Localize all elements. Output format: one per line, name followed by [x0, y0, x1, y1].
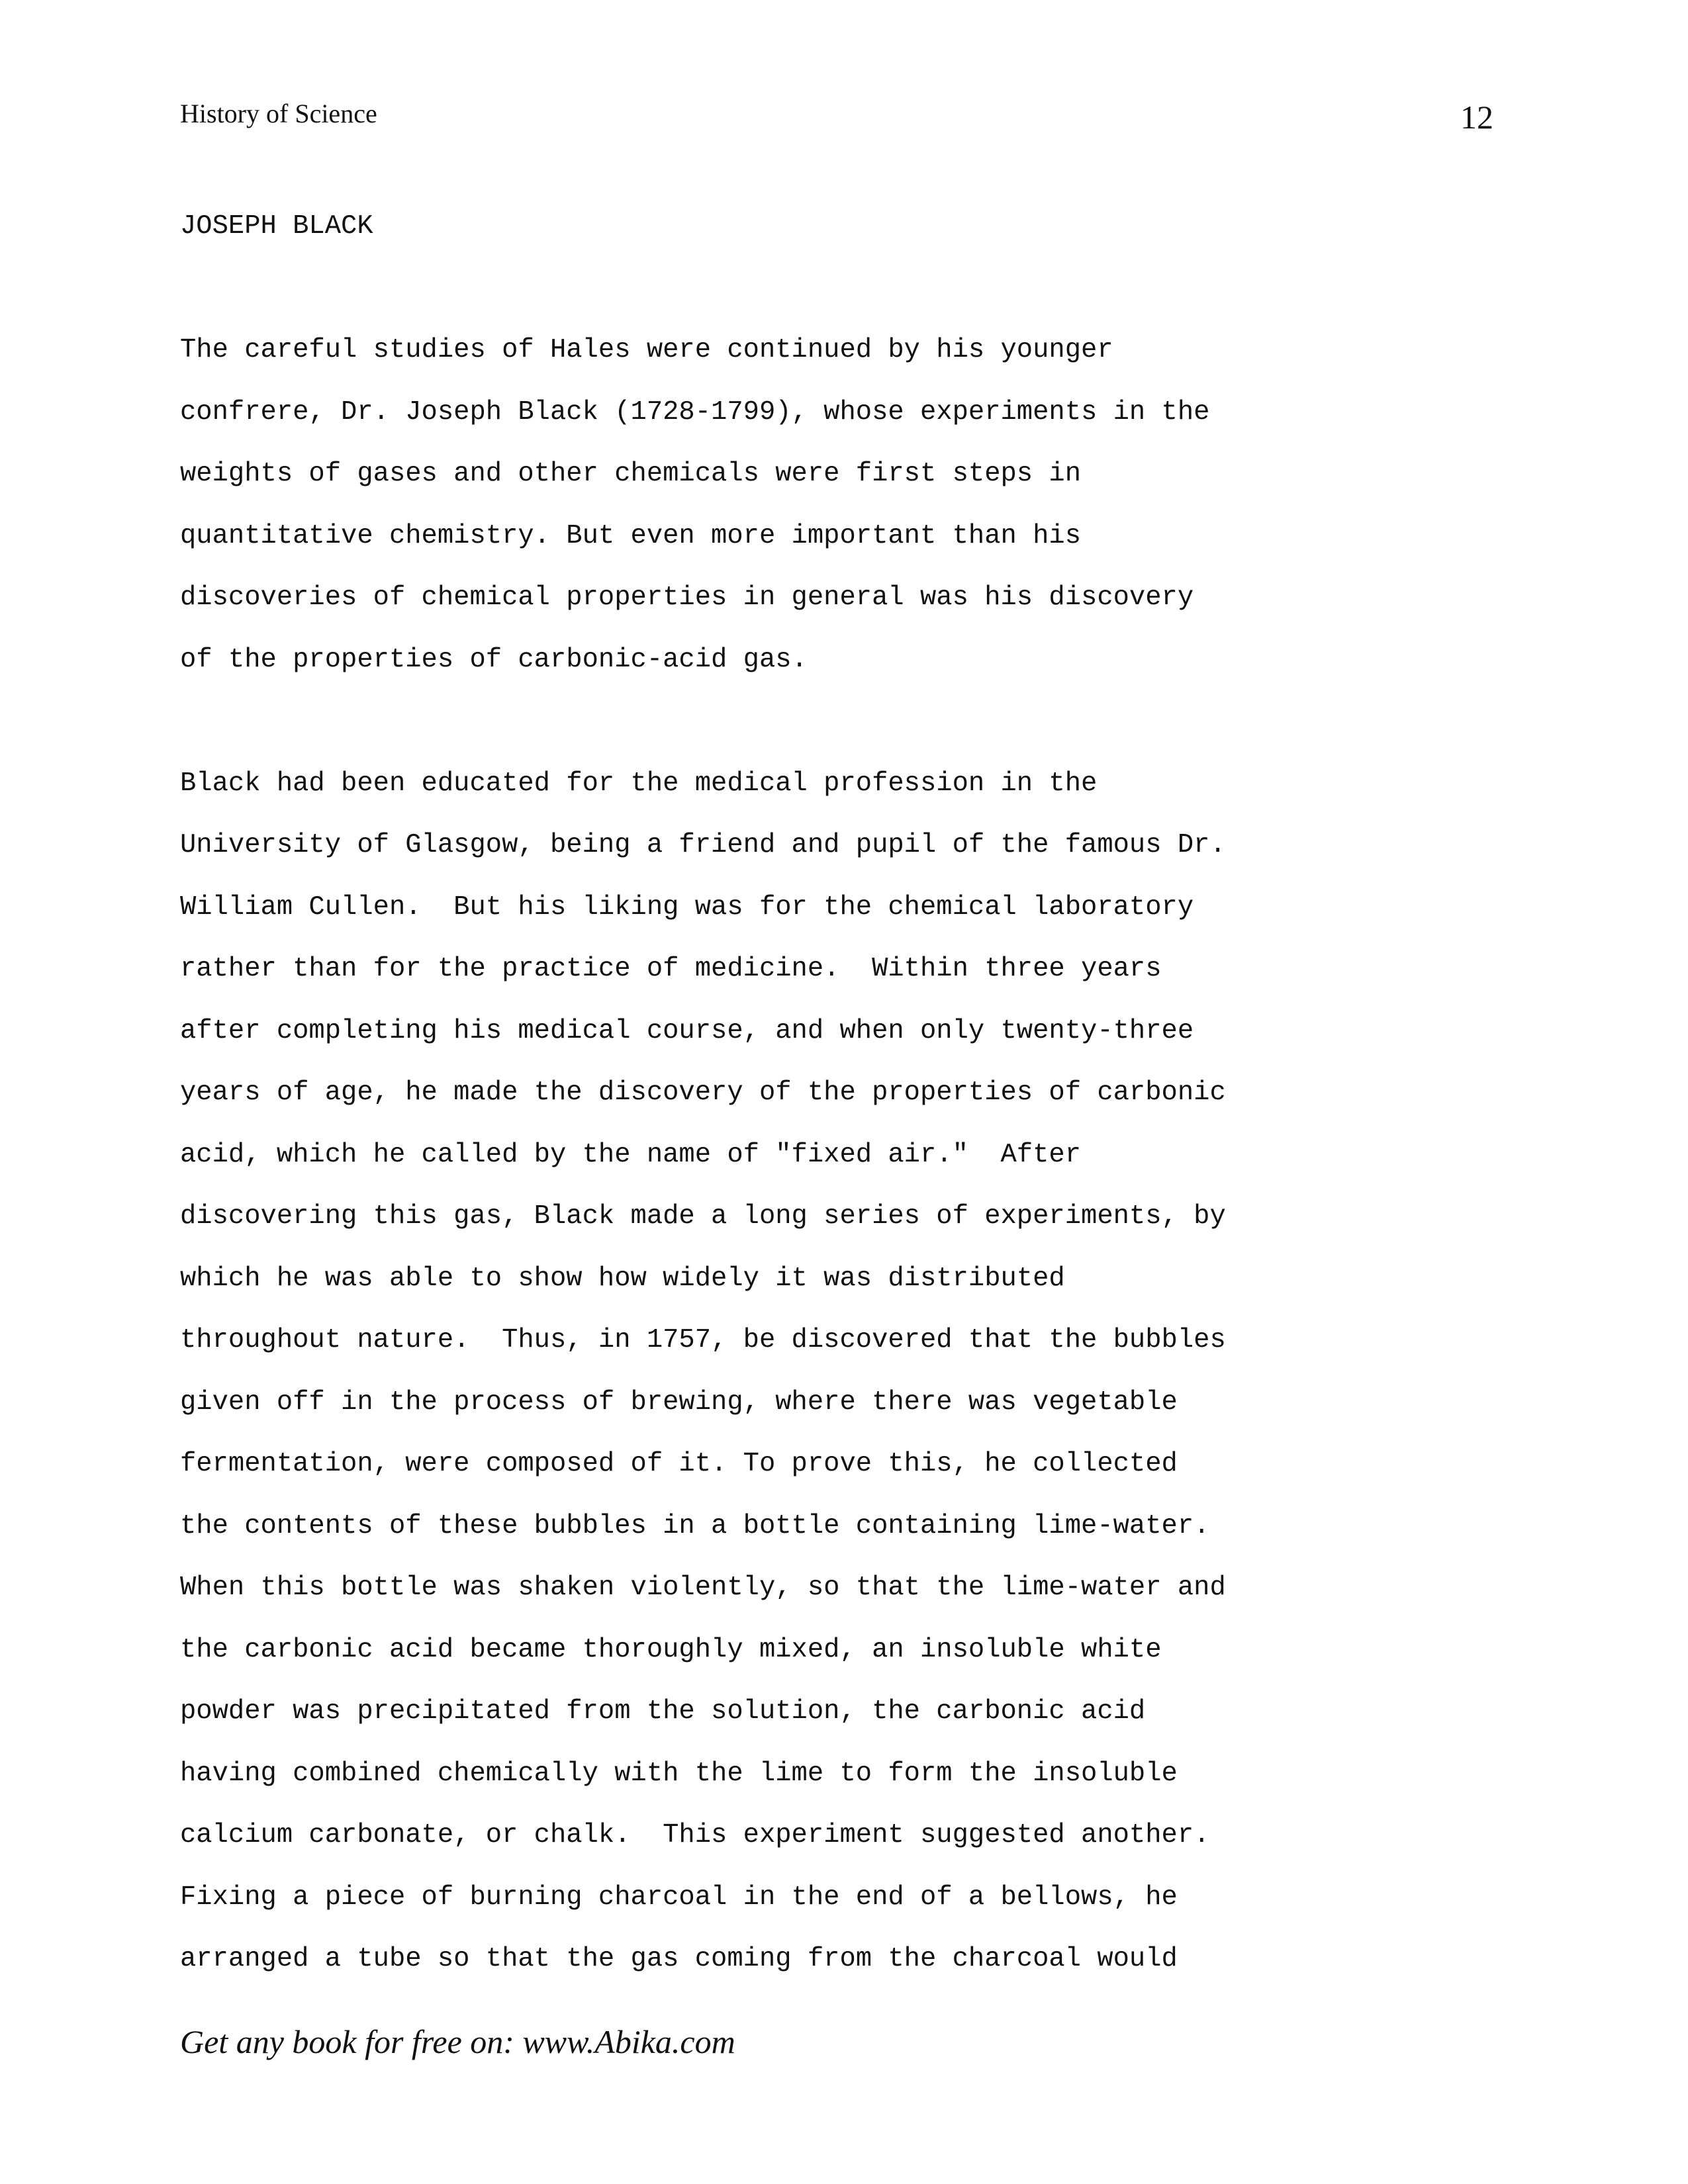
text-line: calcium carbonate, or chalk. This experiment suggested another.	[180, 1820, 1210, 1850]
chapter-title: JOSEPH BLACK	[180, 211, 373, 242]
text-line: When this bottle was shaken violently, so that the lime-water and	[180, 1572, 1226, 1603]
text-line: University of Glasgow, being a friend and pupil of the famous Dr.	[180, 830, 1226, 860]
text-line: the contents of these bubbles in a bottle containing lime-water.	[180, 1510, 1210, 1541]
text-line: acid, which he called by the name of "fixed air." After	[180, 1139, 1082, 1170]
body-text	[180, 196, 1537, 1991]
page-number: 12	[1460, 99, 1493, 136]
text-line: given off in the process of brewing, where there was vegetable	[180, 1387, 1178, 1418]
text-line: which he was able to show how widely it was distributed	[180, 1263, 1065, 1294]
paragraph-1	[180, 320, 1537, 691]
text-line: discoveries of chemical properties in general was his discovery	[180, 582, 1194, 613]
text-line: confrere, Dr. Joseph Black (1728-1799), whose experiments in the	[180, 396, 1210, 428]
text-line: quantitative chemistry. But even more important than his	[180, 520, 1082, 551]
text-line: arranged a tube so that the gas coming from the charcoal would	[180, 1944, 1178, 1974]
text-line: discovering this gas, Black made a long series of experiments, by	[180, 1201, 1226, 1232]
text-line: powder was precipitated from the solution, the carbonic acid	[180, 1696, 1146, 1727]
text-line: fermentation, were composed of it. To prove this, he collected	[180, 1449, 1178, 1479]
text-line: throughout nature. Thus, in 1757, be discovered that the bubbles	[180, 1325, 1226, 1355]
text-line: rather than for the practice of medicine. Within three years	[180, 954, 1162, 984]
text-line: years of age, he made the discovery of the properties of carbonic	[180, 1077, 1226, 1108]
text-line: having combined chemically with the lime to form the insoluble	[180, 1758, 1178, 1789]
paragraph-2	[180, 753, 1537, 1991]
text-line: after completing his medical course, and when only twenty-three	[180, 1015, 1194, 1046]
blank-line	[180, 691, 1537, 753]
text-line: the carbonic acid became thoroughly mixed, an insoluble white	[180, 1634, 1162, 1665]
text-line: of the properties of carbonic-acid gas.	[180, 644, 808, 675]
text-line: William Cullen. But his liking was for the chemical laboratory	[180, 891, 1194, 923]
running-header: History of Science	[180, 99, 377, 128]
blank-line	[180, 258, 1537, 320]
text-line: Black had been educated for the medical profession in the	[180, 768, 1098, 799]
text-line: Fixing a piece of burning charcoal in the end of a bellows, he	[180, 1882, 1178, 1913]
footer-promo: Get any book for free on: www.Abika.com	[180, 2023, 735, 2060]
text-line: weights of gases and other chemicals were first steps in	[180, 459, 1082, 489]
text-line: The careful studies of Hales were continued by his younger	[180, 335, 1113, 365]
